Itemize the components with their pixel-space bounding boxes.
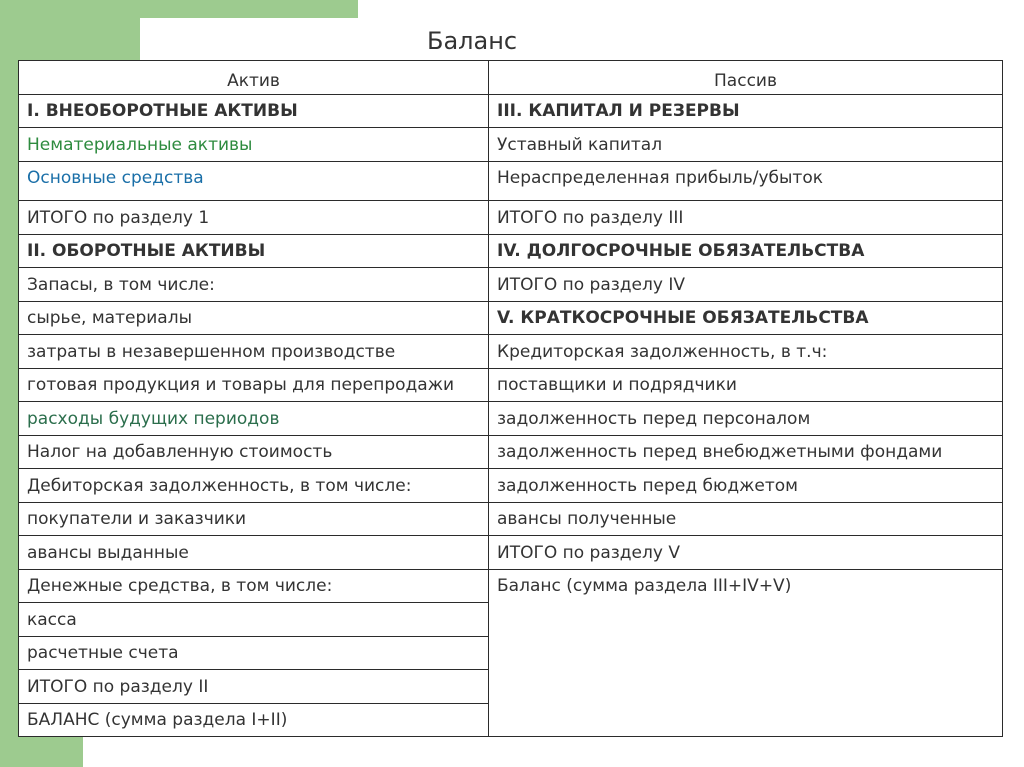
cell-balance-assets: БАЛАНС (сумма раздела I+II) [19, 704, 489, 737]
table-row [19, 469, 1003, 503]
table-row [19, 201, 1003, 235]
cell-total-section-5: ИТОГО по разделу V [489, 536, 1003, 570]
table-row [19, 302, 1003, 335]
cell-total-section-4: ИТОГО по разделу IV [489, 268, 1003, 302]
table-row [19, 268, 1003, 302]
header-liabilities: Пассив [489, 61, 1003, 95]
cell-balance-liabilities: Баланс (сумма раздела III+IV+V) [489, 570, 1003, 737]
cell-total-section-3: ИТОГО по разделу III [489, 201, 1003, 235]
table-row [19, 335, 1003, 369]
table-row [19, 369, 1003, 402]
cell-advances-issued: авансы выданные [19, 536, 489, 570]
decorative-left-strip [0, 60, 18, 735]
cell-authorized-capital: Уставный капитал [489, 128, 1003, 162]
section-heading-current-assets: II. ОБОРОТНЫЕ АКТИВЫ [19, 235, 489, 268]
cell-debt-to-staff: задолженность перед персоналом [489, 402, 1003, 436]
section-heading-capital-reserves: III. КАПИТАЛ И РЕЗЕРВЫ [489, 95, 1003, 128]
cell-total-section-2: ИТОГО по разделу II [19, 670, 489, 704]
cell-accounts-receivable: Дебиторская задолженность, в том числе: [19, 469, 489, 503]
cell-raw-materials: сырье, материалы [19, 302, 489, 335]
cell-finished-goods: готовая продукция и товары для перепродажи [19, 369, 489, 402]
cell-intangible-assets: Нематериальные активы [19, 128, 489, 162]
decorative-bottom-block [0, 735, 83, 767]
table-row [19, 235, 1003, 268]
table-header-row [19, 61, 1003, 95]
table-row [19, 570, 1003, 603]
table-row [19, 162, 1003, 201]
page-title: Баланс [427, 27, 518, 55]
cell-cash: Денежные средства, в том числе: [19, 570, 489, 603]
cell-inventories: Запасы, в том числе: [19, 268, 489, 302]
cell-debt-to-funds: задолженность перед внебюджетными фондами [489, 436, 1003, 469]
table-row [19, 128, 1003, 162]
table-row [19, 95, 1003, 128]
balance-table [18, 60, 1003, 737]
section-heading-long-term-liabilities: IV. ДОЛГОСРОЧНЫЕ ОБЯЗАТЕЛЬСТВА [489, 235, 1003, 268]
section-heading-noncurrent-assets: I. ВНЕОБОРОТНЫЕ АКТИВЫ [19, 95, 489, 128]
cell-total-section-1: ИТОГО по разделу 1 [19, 201, 489, 235]
cell-fixed-assets: Основные средства [19, 162, 489, 201]
cell-suppliers-contractors: поставщики и подрядчики [489, 369, 1003, 402]
header-assets: Актив [19, 61, 489, 95]
section-heading-short-term-liabilities: V. КРАТКОСРОЧНЫЕ ОБЯЗАТЕЛЬСТВА [489, 302, 1003, 335]
cell-retained-earnings: Нераспределенная прибыль/убыток [489, 162, 1003, 201]
cell-customers: покупатели и заказчики [19, 503, 489, 536]
cell-settlement-accounts: расчетные счета [19, 637, 489, 670]
decorative-left-block [0, 0, 140, 60]
cell-work-in-progress: затраты в незавершенном производстве [19, 335, 489, 369]
table-row [19, 503, 1003, 536]
cell-cash-desk: касса [19, 603, 489, 637]
cell-vat: Налог на добавленную стоимость [19, 436, 489, 469]
table-row [19, 402, 1003, 436]
cell-advances-received: авансы полученные [489, 503, 1003, 536]
cell-accounts-payable: Кредиторская задолженность, в т.ч: [489, 335, 1003, 369]
table-row [19, 436, 1003, 469]
cell-debt-to-budget: задолженность перед бюджетом [489, 469, 1003, 503]
table-row [19, 536, 1003, 570]
cell-deferred-expenses: расходы будущих периодов [19, 402, 489, 436]
